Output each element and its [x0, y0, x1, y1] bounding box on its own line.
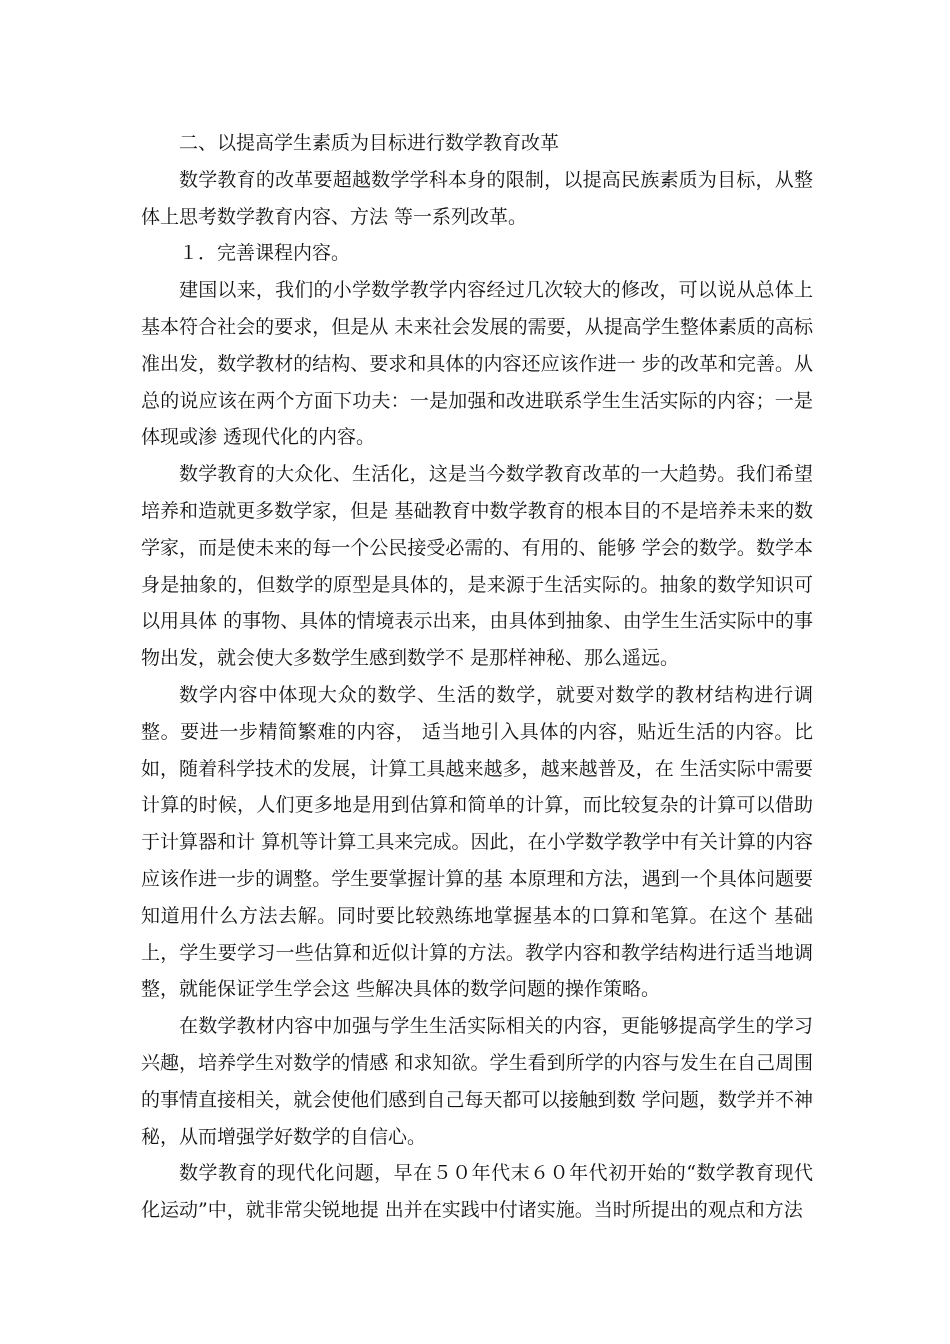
body-paragraph: 数学教育的大众化、生活化，这是当今数学教育改革的一大趋势。我们希望培养和造就更多数学家，但是 基础教育中数学教育的根本目的不是培养未来的数学家，而是使未来的每一个公民接受必需的、有用的、能够 学会的数学。数学本身是抽象的，但数学的原型是具体的，是来源于生活实际的。抽象的数学知识可以用具体 的事物、具体的情境表示出来，由具体到抽象、由学生生活实际中的事物出发，就会使大多数学生感到数学不 是那样神秘、那么遥远。 [141, 463, 813, 670]
body-paragraph: 数学内容中体现大众的数学、生活的数学，就要对数学的教材结构进行调整。要进一步精简繁难的内容， 适当地引入具体的内容，贴近生活的内容。比如，随着科学技术的发展，计算工具越来越多，越来越普及，在 生活实际中需要计算的时候，人们更多地是用到估算和简单的计算，而比较复杂的计算可以借助于计算器和计 算机等计算工具来完成。因此，在小学数学教学中有关计算的内容应该作进一步的调整。学生要掌握计算的基 本原理和方法，遇到一个具体问题要知道用什么方法去解。同时要比较熟练地掌握基本的口算和笔算。在这个 基础上，学生要学习一些估算和近似计算的方法。教学内容和教学结构进行适当地调整，就能保证学生学会这 些解决具体的数学问题的操作策略。 [141, 683, 813, 1001]
subsection-heading: １．完善课程内容。 [179, 242, 351, 265]
body-paragraph: 在数学教材内容中加强与学生生活实际相关的内容，更能够提高学生的学习兴趣，培养学生对数学的情感 和求知欲。学生看到所学的内容与发生在自己周围的事情直接相关，就会使他们感到自己每天都可以接触到数 学问题，数学并不神秘，从而增强学好数学的自信心。 [141, 1015, 813, 1148]
document-body [141, 125, 813, 1229]
intro-paragraph: 数学教育的改革要超越数学学科本身的限制，以提高民族素质为目标，从整体上思考数学教育内容、方法 等一系列改革。 [141, 168, 813, 228]
body-paragraph: 数学教育的现代化问题，早在５０年代末６０年代初开始的“数学教育现代化运动”中，就非常尖锐地提 出并在实践中付诸实施。当时所提出的观点和方法 [141, 1162, 813, 1222]
body-paragraph: 建国以来，我们的小学数学教学内容经过几次较大的修改，可以说从总体上基本符合社会的要求，但是从 未来社会发展的需要，从提高学生整体素质的高标准出发，数学教材的结构、要求和具体的内容还应该作进一 步的改革和完善。从总的说应该在两个方面下功夫：一是加强和改进联系学生生活实际的内容；一是体现或渗 透现代化的内容。 [141, 279, 813, 449]
section-heading: 二、以提高学生素质为目标进行数学教育改革 [179, 132, 560, 154]
